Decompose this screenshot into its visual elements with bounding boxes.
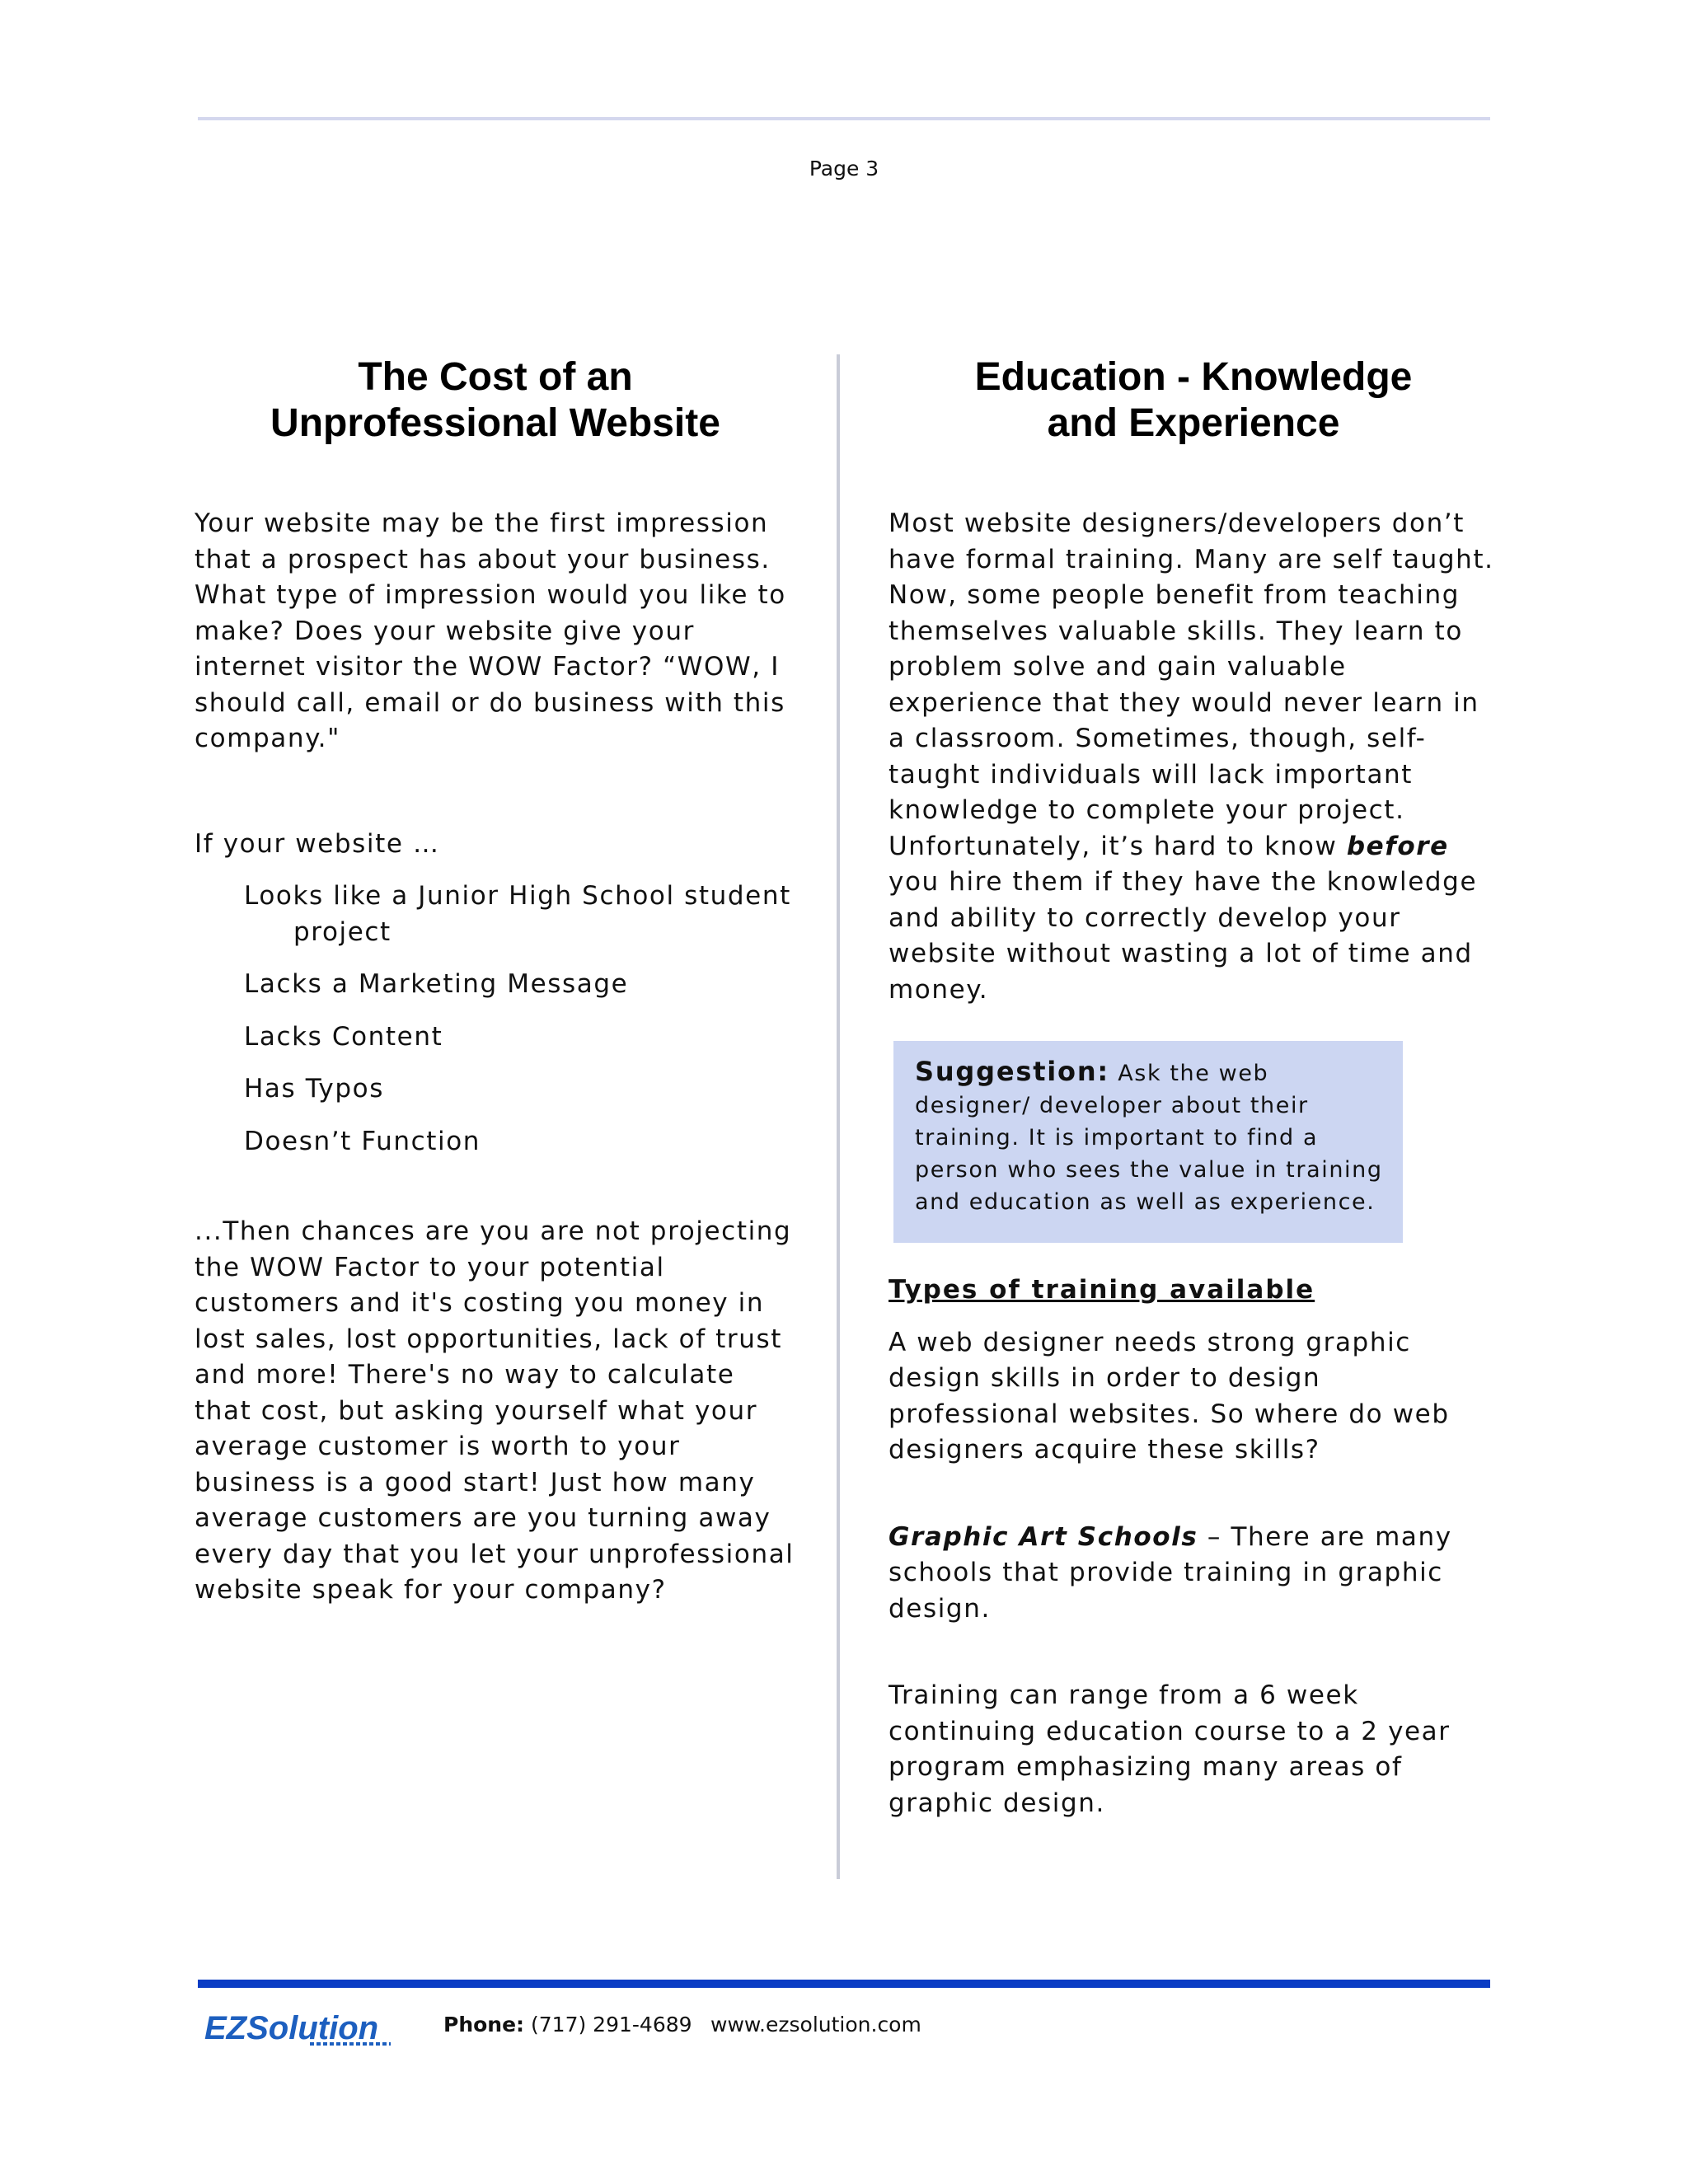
graphic-schools-label: Graphic Art Schools [889, 1521, 1198, 1552]
list-item: Doesn’t Function [244, 1126, 481, 1156]
ezsolution-logo [203, 2008, 394, 2049]
phone-label: Phone: [443, 2013, 525, 2036]
header-rule [198, 117, 1490, 120]
left-title-line1: The Cost of an [358, 355, 633, 399]
suggestion-label: Suggestion: [915, 1056, 1110, 1087]
footer-phone [443, 2013, 692, 2036]
footer-rule [198, 1980, 1490, 1988]
right-column [889, 354, 1498, 1821]
list-lead-text: If your website … [195, 828, 440, 859]
footer-website: www.ezsolution.com [710, 2013, 921, 2036]
training-paragraph: A web designer needs strong graphic design skills in order to design professional websites. So where do web designers acquire these skills? [889, 1327, 1450, 1465]
left-intro-paragraph: Your website may be the first impression that a prospect has about your business. What type of impression would you like to make? Does your website give your internet visitor the WOW Factor? “WOW, I should call, email or do business with this company." [195, 509, 786, 753]
page-number: Page 3 [809, 157, 879, 180]
list-item: Lacks a Marketing Message [244, 969, 629, 999]
phone-number: (717) 291-4689 [531, 2013, 692, 2036]
right-intro-paragraph [889, 506, 1498, 1008]
training-range-paragraph: Training can range from a 6 week continuing education course to a 2 year program emphasizing many areas of graphic design. [889, 1680, 1451, 1818]
left-conclusion-paragraph: ...Then chances are you are not projecting the WOW Factor to your potential customers and it's costing you money in lost sales, lost opportunities, lack of trust and more! There's no way to calculate that cost, but asking yourself what your average customer is worth to your business is a good start! Just how many average customers are you turning away every day that you let your unprofessional website speak for your company? [195, 1216, 795, 1605]
list-item: Looks like a Junior High School student project [244, 881, 791, 947]
suggestion-text: Ask the web designer/ developer about their training. It is important to find a person who sees the value in training and education as well as experience. [915, 1061, 1383, 1215]
paragraph-text: – There are many schools that provide training in graphic design. [889, 1521, 1452, 1624]
problem-list [195, 879, 796, 1160]
paragraph-text: you hire them if they have the knowledge and ability to correctly develop your website without wasting a lot of time and money. [889, 867, 1478, 1005]
paragraph-text: Most website designers/developers don’t have formal training. Many are self taught. Now, some people benefit from teaching themselves valuable skills. They learn to problem solve and gain valuable experience that they would never learn in a classroom. Sometimes, though, self-taught individuals will lack important knowledge to complete your project. Unfortunately, it’s hard to know [889, 509, 1494, 861]
graphic-schools-paragraph [889, 1520, 1498, 1628]
column-divider [837, 354, 840, 1879]
right-title [889, 354, 1498, 447]
right-title-line2: and Experience [1047, 401, 1340, 445]
suggestion-box [893, 1041, 1403, 1243]
left-title [195, 354, 796, 447]
list-item: Lacks Content [244, 1021, 443, 1052]
list-item: Has Typos [244, 1074, 384, 1104]
emphasis-before: before [1346, 831, 1449, 861]
left-title-line2: Unprofessional Website [270, 401, 720, 445]
left-column [195, 354, 796, 1609]
training-heading: Types of training available [889, 1275, 1315, 1305]
logo-text: EZSolution [204, 2010, 379, 2046]
right-title-line1: Education - Knowledge [974, 355, 1413, 399]
